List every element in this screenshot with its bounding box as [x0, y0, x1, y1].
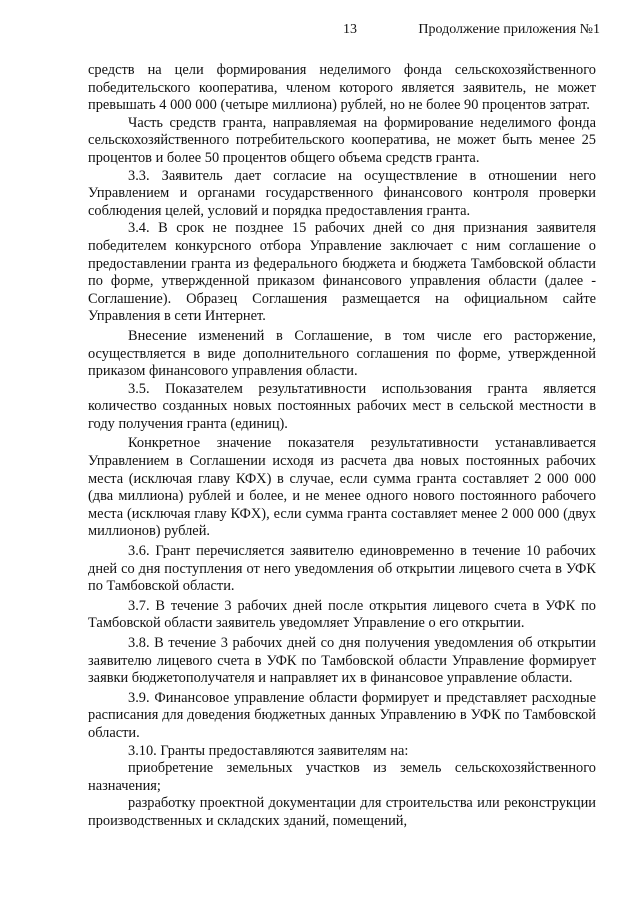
paragraph-3-4: 3.4. В срок не позднее 15 рабочих дней со дня признания заявителя победителем конкурсного отбора Управление заключает с ним соглашение о предоставлении гранта из федерального бюджета и бюджета Тамбовской области по форме, утвержденной приказом финансового управления области (далее - Соглашение). Образец Соглашения размещается на официальном сайте Управления в сети Интернет. — [88, 220, 596, 325]
appendix-continuation-note: Продолжение приложения №1 — [418, 22, 600, 37]
paragraph-3-5: 3.5. Показателем результативности использования гранта является количество созданных новых постоянных рабочих мест в сельской местности в году получения гранта (единиц). — [88, 380, 596, 432]
paragraph-3-3: 3.3. Заявитель дает согласие на осуществление в отношении него Управлением и органами государственного финансового контроля проверки соблюдения целей, условий и порядка предоставления гранта. — [88, 167, 596, 219]
paragraph-3-6: 3.6. Грант перечисляется заявителю единовременно в течение 10 рабочих дней со дня поступления от него уведомления об открытии лицевого счета в УФК по Тамбовской области. — [88, 543, 596, 595]
document-body — [88, 62, 596, 831]
page-header — [0, 20, 640, 40]
paragraph-continuation: средств на цели формирования неделимого фонда сельскохозяйственного победительского кооператива, членом которого является заявитель, не может превышать 4 000 000 (четыре миллиона) рублей, но не более 90 процентов затрат. — [88, 62, 596, 114]
paragraph-3-7: 3.7. В течение 3 рабочих дней после открытия лицевого счета в УФК по Тамбовской области заявитель уведомляет Управление о его открытии. — [88, 597, 596, 632]
list-item-land-acquisition: приобретение земельных участков из земель сельскохозяйственного назначения; — [88, 760, 596, 794]
paragraph-3-10: 3.10. Гранты предоставляются заявителям на: — [128, 742, 409, 759]
paragraph-agreement-changes: Внесение изменений в Соглашение, в том числе его расторжение, осуществляется в виде дополнительного соглашения по форме, утвержденной приказом финансового управления области. — [88, 327, 596, 380]
paragraph-3-8: 3.8. В течение 3 рабочих дней со дня получения уведомления об открытии заявителю лицевого счета в УФК по Тамбовской области Управление формирует заявки бюджетополучателя и направляет их в финансовое управление области. — [88, 635, 596, 687]
page-number: 13 — [343, 22, 357, 37]
paragraph-grant-share: Часть средств гранта, направляемая на формирование неделимого фонда сельскохозяйственного потребительского кооператива, не может быть менее 25 процентов и более 50 процентов общего объема средств гранта. — [88, 114, 596, 166]
paragraph-3-9: 3.9. Финансовое управление области формирует и представляет расходные расписания для доведения бюджетных данных Управлению в УФК по Тамбовской области. — [88, 689, 596, 741]
list-item-project-documentation: разработку проектной документации для строительства или реконструкции производственных и складских зданий, помещений, — [88, 795, 596, 829]
paragraph-indicator-value: Конкретное значение показателя результативности устанавливается Управлением в Соглашении исходя из расчета два новых постоянных рабочих места (исключая главу КФХ) в случае, если сумма гранта составляет 2 000 000 (два миллиона) рублей и более, и не менее одного нового постоянного рабочего места (исключая главу КФХ), если сумма гранта составляет менее 2 000 000 (двух миллионов) рублей. — [88, 435, 596, 540]
